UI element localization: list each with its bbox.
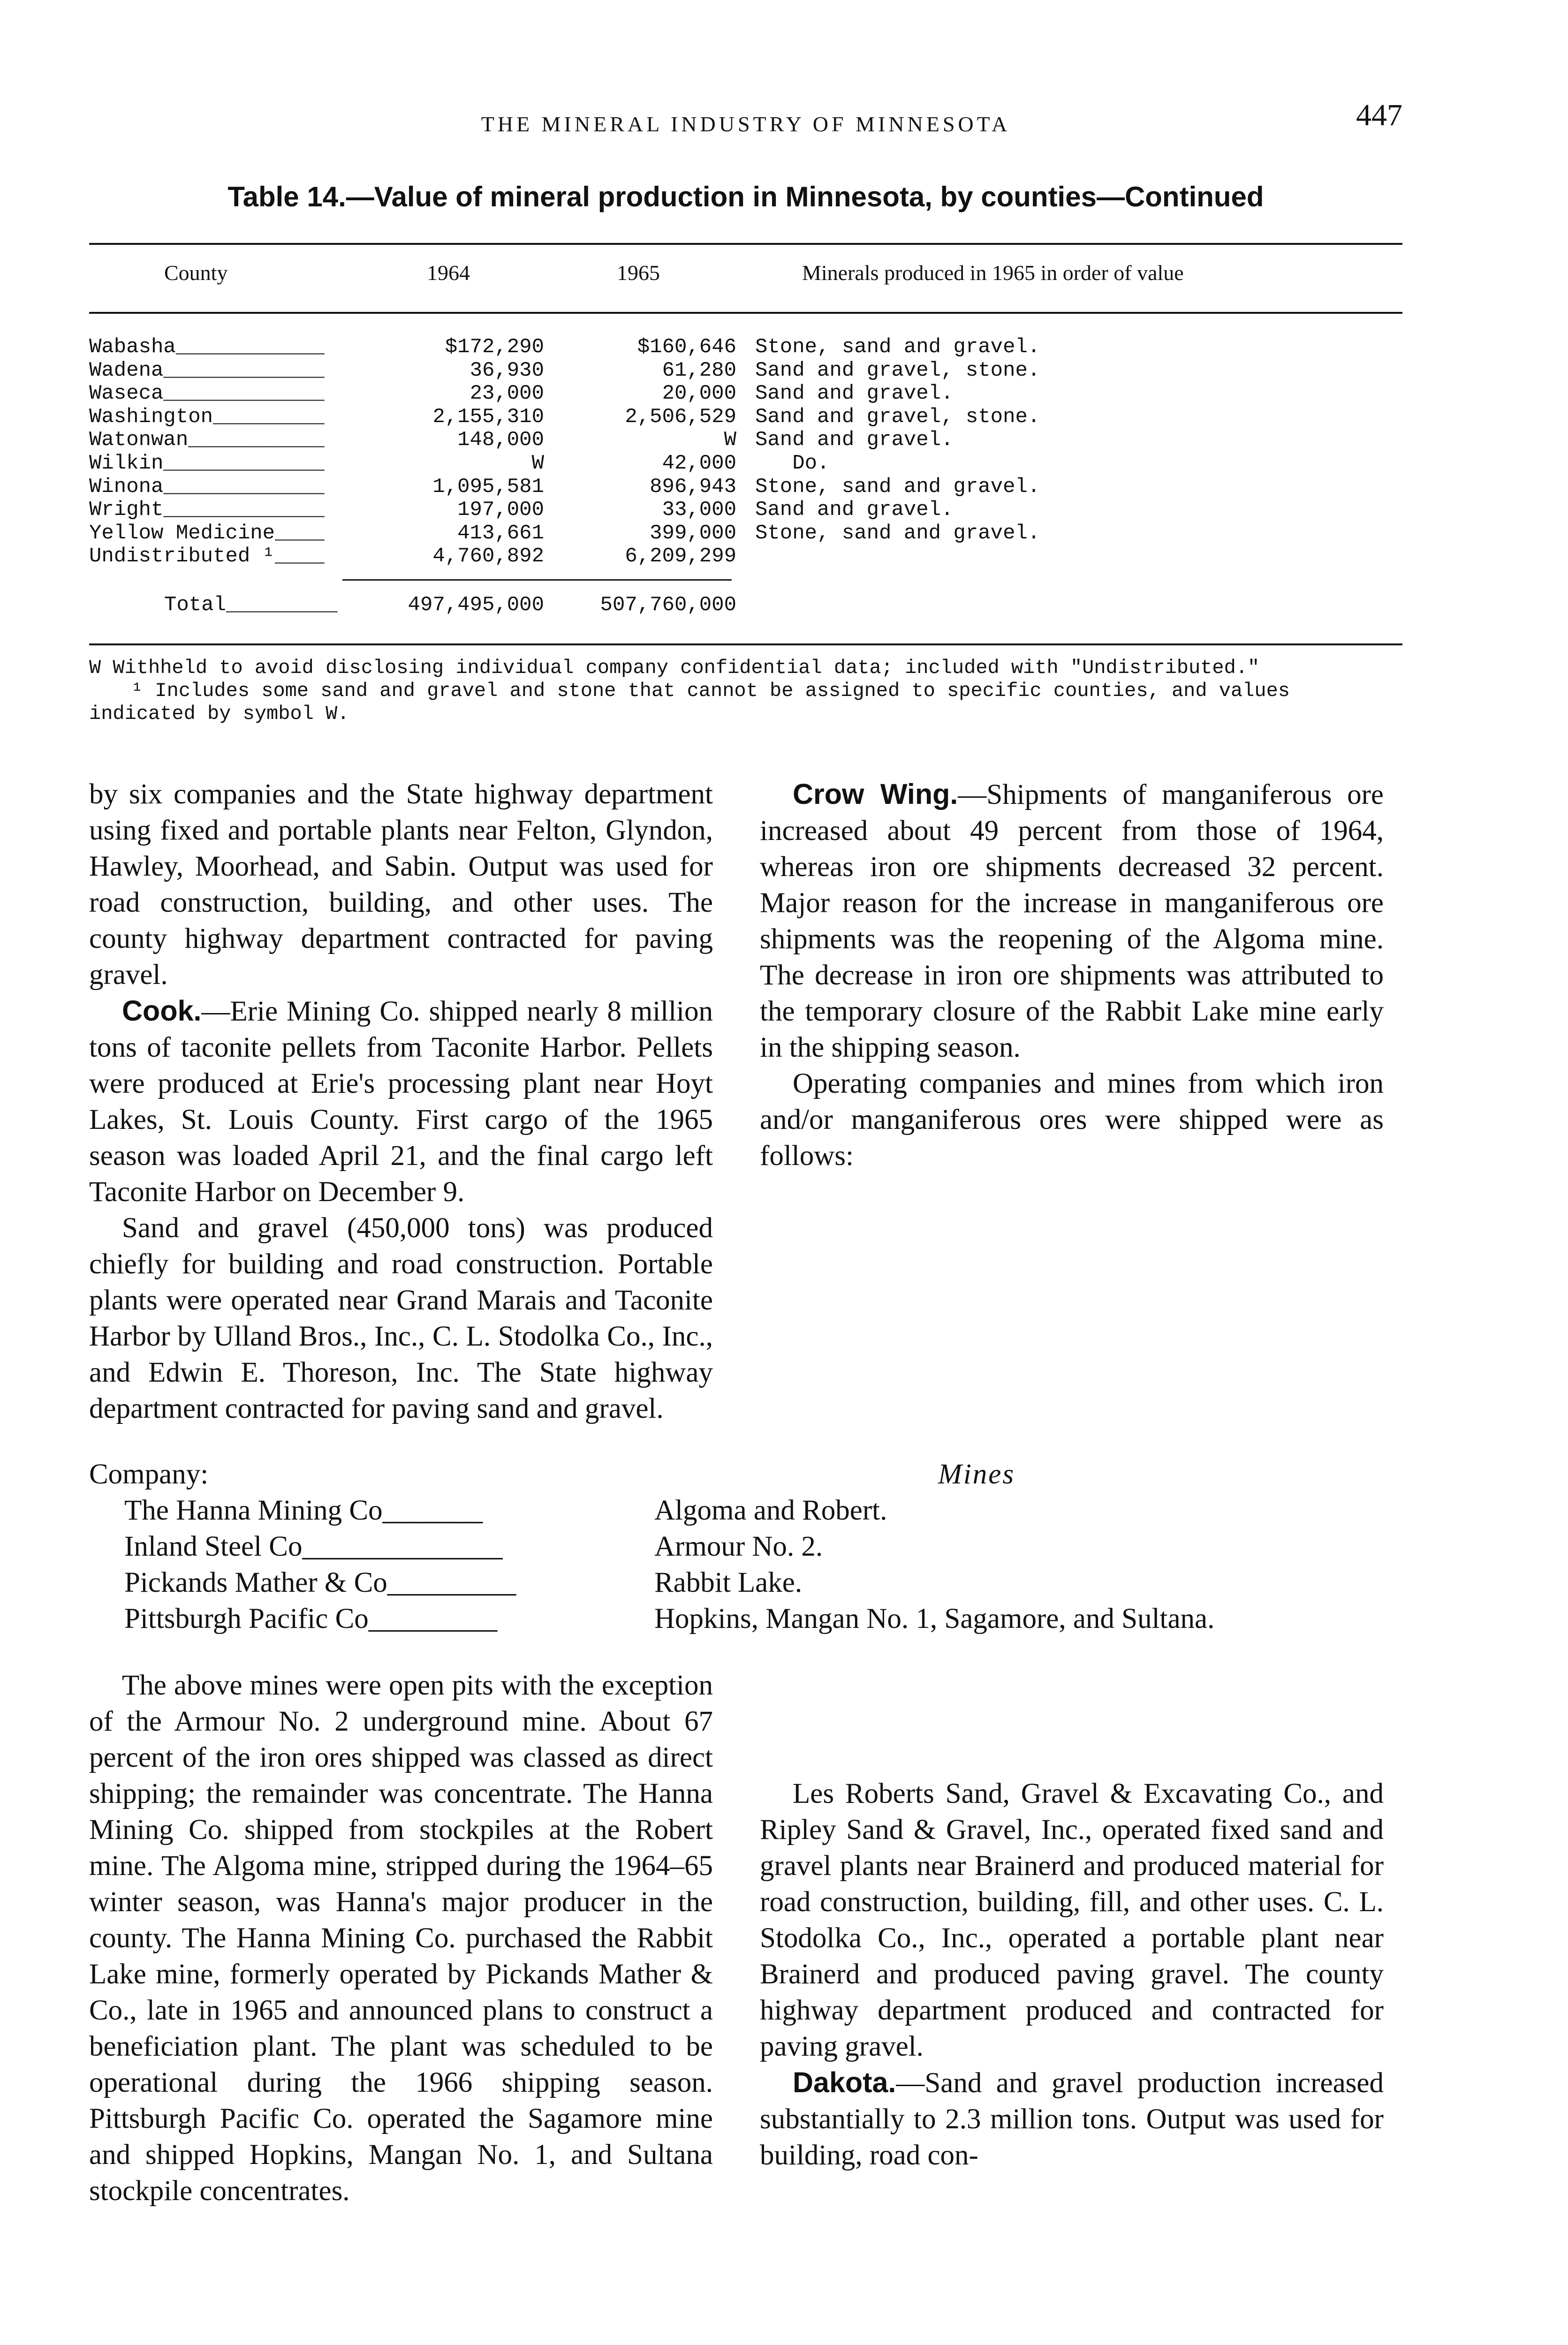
cell-county: Washington_________ xyxy=(89,405,325,429)
cell-value-1965: 2,506,529 xyxy=(625,405,736,429)
company-name: Inland Steel Co______________ xyxy=(124,1531,503,1562)
cell-county: Wright_____________ xyxy=(89,498,325,522)
cell-county: Undistributed ¹____ xyxy=(89,545,325,568)
company-mines: Rabbit Lake. xyxy=(654,1567,803,1598)
paragraph: Operating companies and mines from which iron and/or manganiferous ores were shipped were as follows: xyxy=(760,1068,1384,1172)
table-row xyxy=(89,475,1402,499)
table-header-rule xyxy=(89,312,1402,314)
mines-label: Mines xyxy=(938,1459,1015,1490)
cell-value-1965: 33,000 xyxy=(662,498,736,522)
cell-minerals: Sand and gravel, stone. xyxy=(755,405,1040,429)
left-column-upper xyxy=(89,776,713,1427)
column-header-minerals: Minerals produced in 1965 in order of value xyxy=(802,261,1184,285)
cell-county: Wadena_____________ xyxy=(89,358,325,382)
running-head xyxy=(89,98,1402,144)
cell-value-1965: 896,943 xyxy=(650,475,736,499)
table-row xyxy=(89,405,1402,429)
table-row xyxy=(89,335,1402,359)
table-header-row xyxy=(89,260,1402,293)
cell-value-1965: 6,209,299 xyxy=(625,545,736,568)
right-column-upper xyxy=(760,776,1384,1174)
total-rule xyxy=(342,579,732,581)
cell-value-1964: W xyxy=(531,451,544,475)
right-column-lower xyxy=(760,1667,1384,2173)
column-header-1965: 1965 xyxy=(617,261,660,285)
table-row xyxy=(89,359,1402,382)
cell-minerals: Stone, sand and gravel. xyxy=(755,475,1040,499)
paragraph: The above mines were open pits with the exception of the Armour No. 2 underground mine. About 67 percent of the iron ores shipped was classed as direct shipping; the remainder was concentrate. The Hanna Mining Co. shipped from stockpiles at the Robert mine. The Algoma mine, stripped during the 1964–65 winter season, was Hanna's major producer in the county. The Hanna Mining Co. purchased the Rabbit Lake mine, formerly operated by Pickands Mather & Co., late in 1965 and announced plans to construct a beneficiation plant. The plant was scheduled to be operational during the 1966 shipping season. Pittsburgh Pacific Co. operated the Sagamore mine and shipped Hopkins, Mangan No. 1, and Sultana stockpile concentrates. xyxy=(89,1670,713,2207)
cell-value-1964: 4,760,892 xyxy=(432,545,544,568)
table-title: Table 14.—Value of mineral production in Minnesota, by counties—Continued xyxy=(227,181,1264,212)
cell-value-1964: 1,095,581 xyxy=(432,475,544,499)
cell-value-1965: 399,000 xyxy=(650,521,736,545)
cell-value-1965: $160,646 xyxy=(637,335,736,359)
company-name: Pickands Mather & Co_________ xyxy=(124,1567,516,1598)
company-mines: Armour No. 2. xyxy=(654,1531,823,1562)
footnote-undistributed: ¹ Includes some sand and gravel and stone that cannot be assigned to specific counties, and values indicated by symbol W. xyxy=(89,680,1290,725)
section-heading-cook: Cook. xyxy=(122,995,202,1027)
table-row xyxy=(89,545,1402,568)
running-title: THE MINERAL INDUSTRY OF MINNESOTA xyxy=(481,112,1011,136)
paragraph: by six companies and the State highway department using fixed and portable plants near Felton, Glyndon, Hawley, Moorhead, and Sabin. Output was used for road construction, building, and other uses. The county highway department contracted for paving gravel. xyxy=(89,779,713,991)
cell-value-1965: W xyxy=(724,428,736,452)
cell-minerals: Sand and gravel. xyxy=(755,428,954,452)
cell-county: Waseca_____________ xyxy=(89,382,325,406)
cell-value-1965: 61,280 xyxy=(662,358,736,382)
column-header-county: County xyxy=(164,261,228,285)
cook-text: —Erie Mining Co. shipped nearly 8 million tons of taconite pellets from Taconite Harbor. Pellets were produced at Erie's processing plant near Hoyt Lakes, St. Louis County. First cargo of the 1965 season was loaded April 21, and the final cargo left Taconite Harbor on December 9. xyxy=(89,996,713,1208)
table-row xyxy=(89,452,1402,475)
cell-value-1964: 148,000 xyxy=(457,428,544,452)
list-item xyxy=(124,1528,1400,1565)
list-item xyxy=(124,1601,1400,1637)
section-heading-crow-wing: Crow Wing. xyxy=(793,778,958,810)
table-row xyxy=(89,382,1402,405)
cell-county: Winona_____________ xyxy=(89,475,325,499)
table-row xyxy=(89,522,1402,545)
cell-value-1964: 197,000 xyxy=(457,498,544,522)
cell-minerals: Sand and gravel. xyxy=(755,498,954,522)
cell-minerals: Stone, sand and gravel. xyxy=(755,521,1040,545)
paragraph-crow-wing xyxy=(760,776,1384,1066)
paragraph-dakota xyxy=(760,2065,1384,2173)
paragraph: Sand and gravel (450,000 tons) was produced chiefly for building and road construction. Portable plants were operated near Grand Marais and Taconite Harbor by Ulland Bros., Inc., C. L. Stodolka Co., Inc., and Edwin E. Thoreson, Inc. The State highway department contracted for paving sand and gravel. xyxy=(89,1212,713,1424)
cell-minerals: Stone, sand and gravel. xyxy=(755,335,1040,359)
section-heading-dakota: Dakota. xyxy=(793,2066,896,2098)
crow-wing-text: —Shipments of manganiferous ore increased about 49 percent from those of 1964, whereas iron ore shipments decreased 32 percent. Major reason for the increase in manganiferous ore shipments was the reopening of the Algoma mine. The decrease in iron ore shipments was attributed to the temporary closure of the Rabbit Lake mine early in the shipping season. xyxy=(760,779,1384,1063)
page-number: 447 xyxy=(1356,98,1402,132)
table-footnotes xyxy=(89,657,1402,726)
company-mines: Algoma and Robert. xyxy=(654,1495,887,1526)
company-name: The Hanna Mining Co_______ xyxy=(124,1495,483,1526)
table-row xyxy=(89,498,1402,522)
cell-county: Wabasha____________ xyxy=(89,335,325,359)
list-item xyxy=(124,1565,1400,1601)
cell-value-1964: 2,155,310 xyxy=(432,405,544,429)
paragraph: Les Roberts Sand, Gravel & Excavating Co., and Ripley Sand & Gravel, Inc., operated fixed sand and gravel plants near Brainerd and produced material for road construction, building, fill, and other uses. C. L. Stodolka Co., Inc., operated a portable plant near Brainerd and produced paving gravel. The county highway department produced and contracted for paving gravel. xyxy=(760,1778,1384,2062)
total-label: Total_________ xyxy=(164,593,338,617)
cell-county: Watonwan___________ xyxy=(89,428,325,452)
paragraph-cook xyxy=(89,993,713,1210)
table-body xyxy=(89,335,1402,568)
cell-value-1965: 42,000 xyxy=(662,451,736,475)
company-name: Pittsburgh Pacific Co_________ xyxy=(124,1603,498,1634)
left-column-lower xyxy=(89,1667,713,2209)
footnote-withheld: W Withheld to avoid disclosing individual company confidential data; included with "Undistributed." xyxy=(89,657,1260,679)
company-mines: Hopkins, Mangan No. 1, Sagamore, and Sultana. xyxy=(654,1603,1215,1634)
cell-value-1964: 36,930 xyxy=(470,358,544,382)
table-top-rule xyxy=(89,243,1402,245)
list-item xyxy=(124,1492,1400,1528)
cell-value-1964: 413,661 xyxy=(457,521,544,545)
cell-minerals: Sand and gravel, stone. xyxy=(755,358,1040,382)
table-row xyxy=(89,428,1402,452)
dakota-text: —Sand and gravel production increased substantially to 2.3 million tons. Output was used for building, road con- xyxy=(760,2067,1384,2171)
column-header-1964: 1964 xyxy=(427,261,470,285)
total-value-1965: 507,760,000 xyxy=(600,593,736,617)
cell-minerals: Do. xyxy=(755,451,830,475)
cell-value-1964: 23,000 xyxy=(470,382,544,406)
total-value-1964: 497,495,000 xyxy=(408,593,544,617)
cell-value-1964: $172,290 xyxy=(445,335,544,359)
cell-minerals: Sand and gravel. xyxy=(755,382,954,406)
cell-county: Wilkin_____________ xyxy=(89,451,325,475)
cell-value-1965: 20,000 xyxy=(662,382,736,406)
cell-county: Yellow Medicine____ xyxy=(89,521,325,545)
table-bottom-rule xyxy=(89,643,1402,645)
company-label: Company: xyxy=(89,1459,209,1490)
